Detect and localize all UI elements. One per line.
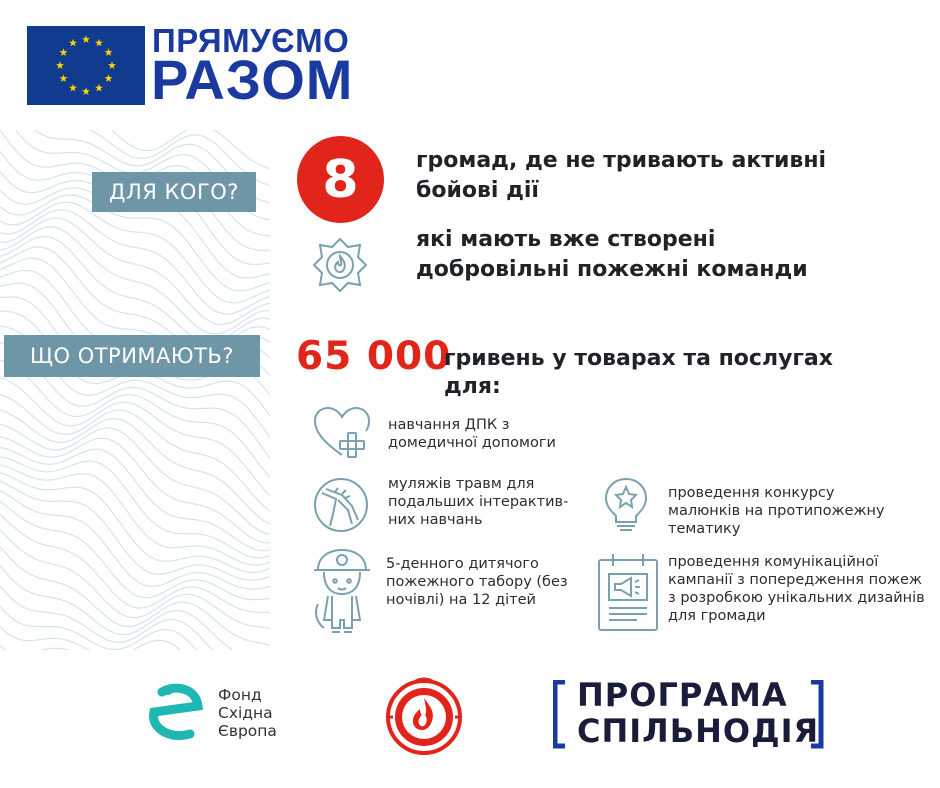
for-whom-label: ДЛЯ КОГО? [92,172,256,212]
firefighter-badge-icon [311,236,369,292]
eu-flag-logo [27,26,145,105]
list-item-first-aid-training: навчання ДПК з домедичної допомоги [388,417,556,451]
communities-description: громад, де не тривають активні бойові дії [416,148,827,203]
list-item-injury-mockups: муляжів травм для подальших інтерактив-них навчань [388,476,569,528]
child-firefighter-icon [310,548,374,640]
lightbulb-star-icon [603,476,649,534]
east-europe-foundation-logo [140,682,208,744]
fire-teams-description: які мають вже створені добровільні пожежні команди [416,227,808,282]
program-name-line1: ПРОГРАМА [577,676,788,714]
volunteer-firefighters-logo [385,668,463,766]
what-get-label: ЩО ОТРИМАЮТЬ? [4,335,260,377]
list-item-drawing-contest: проведення конкурсу малюнків на протипожежну тематику [668,485,885,537]
brand-title-line2: РАЗОМ [151,48,354,111]
megaphone-board-icon [597,552,659,632]
program-name-line2: СПІЛЬНОДІЯ [577,712,820,750]
list-item-communication-campaign: проведення комунікаційної кампанії з попередження пожеж з розробкою унікальних дизайнів для громади [668,554,925,624]
list-item-kids-camp: 5-денного дитячого пожежного табору (без ночівлі) на 12 дітей [386,556,568,608]
heart-plus-icon [312,405,374,460]
knee-injury-icon [312,476,370,534]
brand-title-line1: ПРЯМУЄМО [152,22,350,59]
east-europe-foundation-name: Фонд Східна Європа [218,686,277,740]
communities-count-badge: 8 [297,136,384,223]
grant-amount-description: гривень у товарах та послугах для: [444,346,833,399]
eu-stars-icon [27,26,145,105]
grant-amount: 65 000 [296,334,452,379]
